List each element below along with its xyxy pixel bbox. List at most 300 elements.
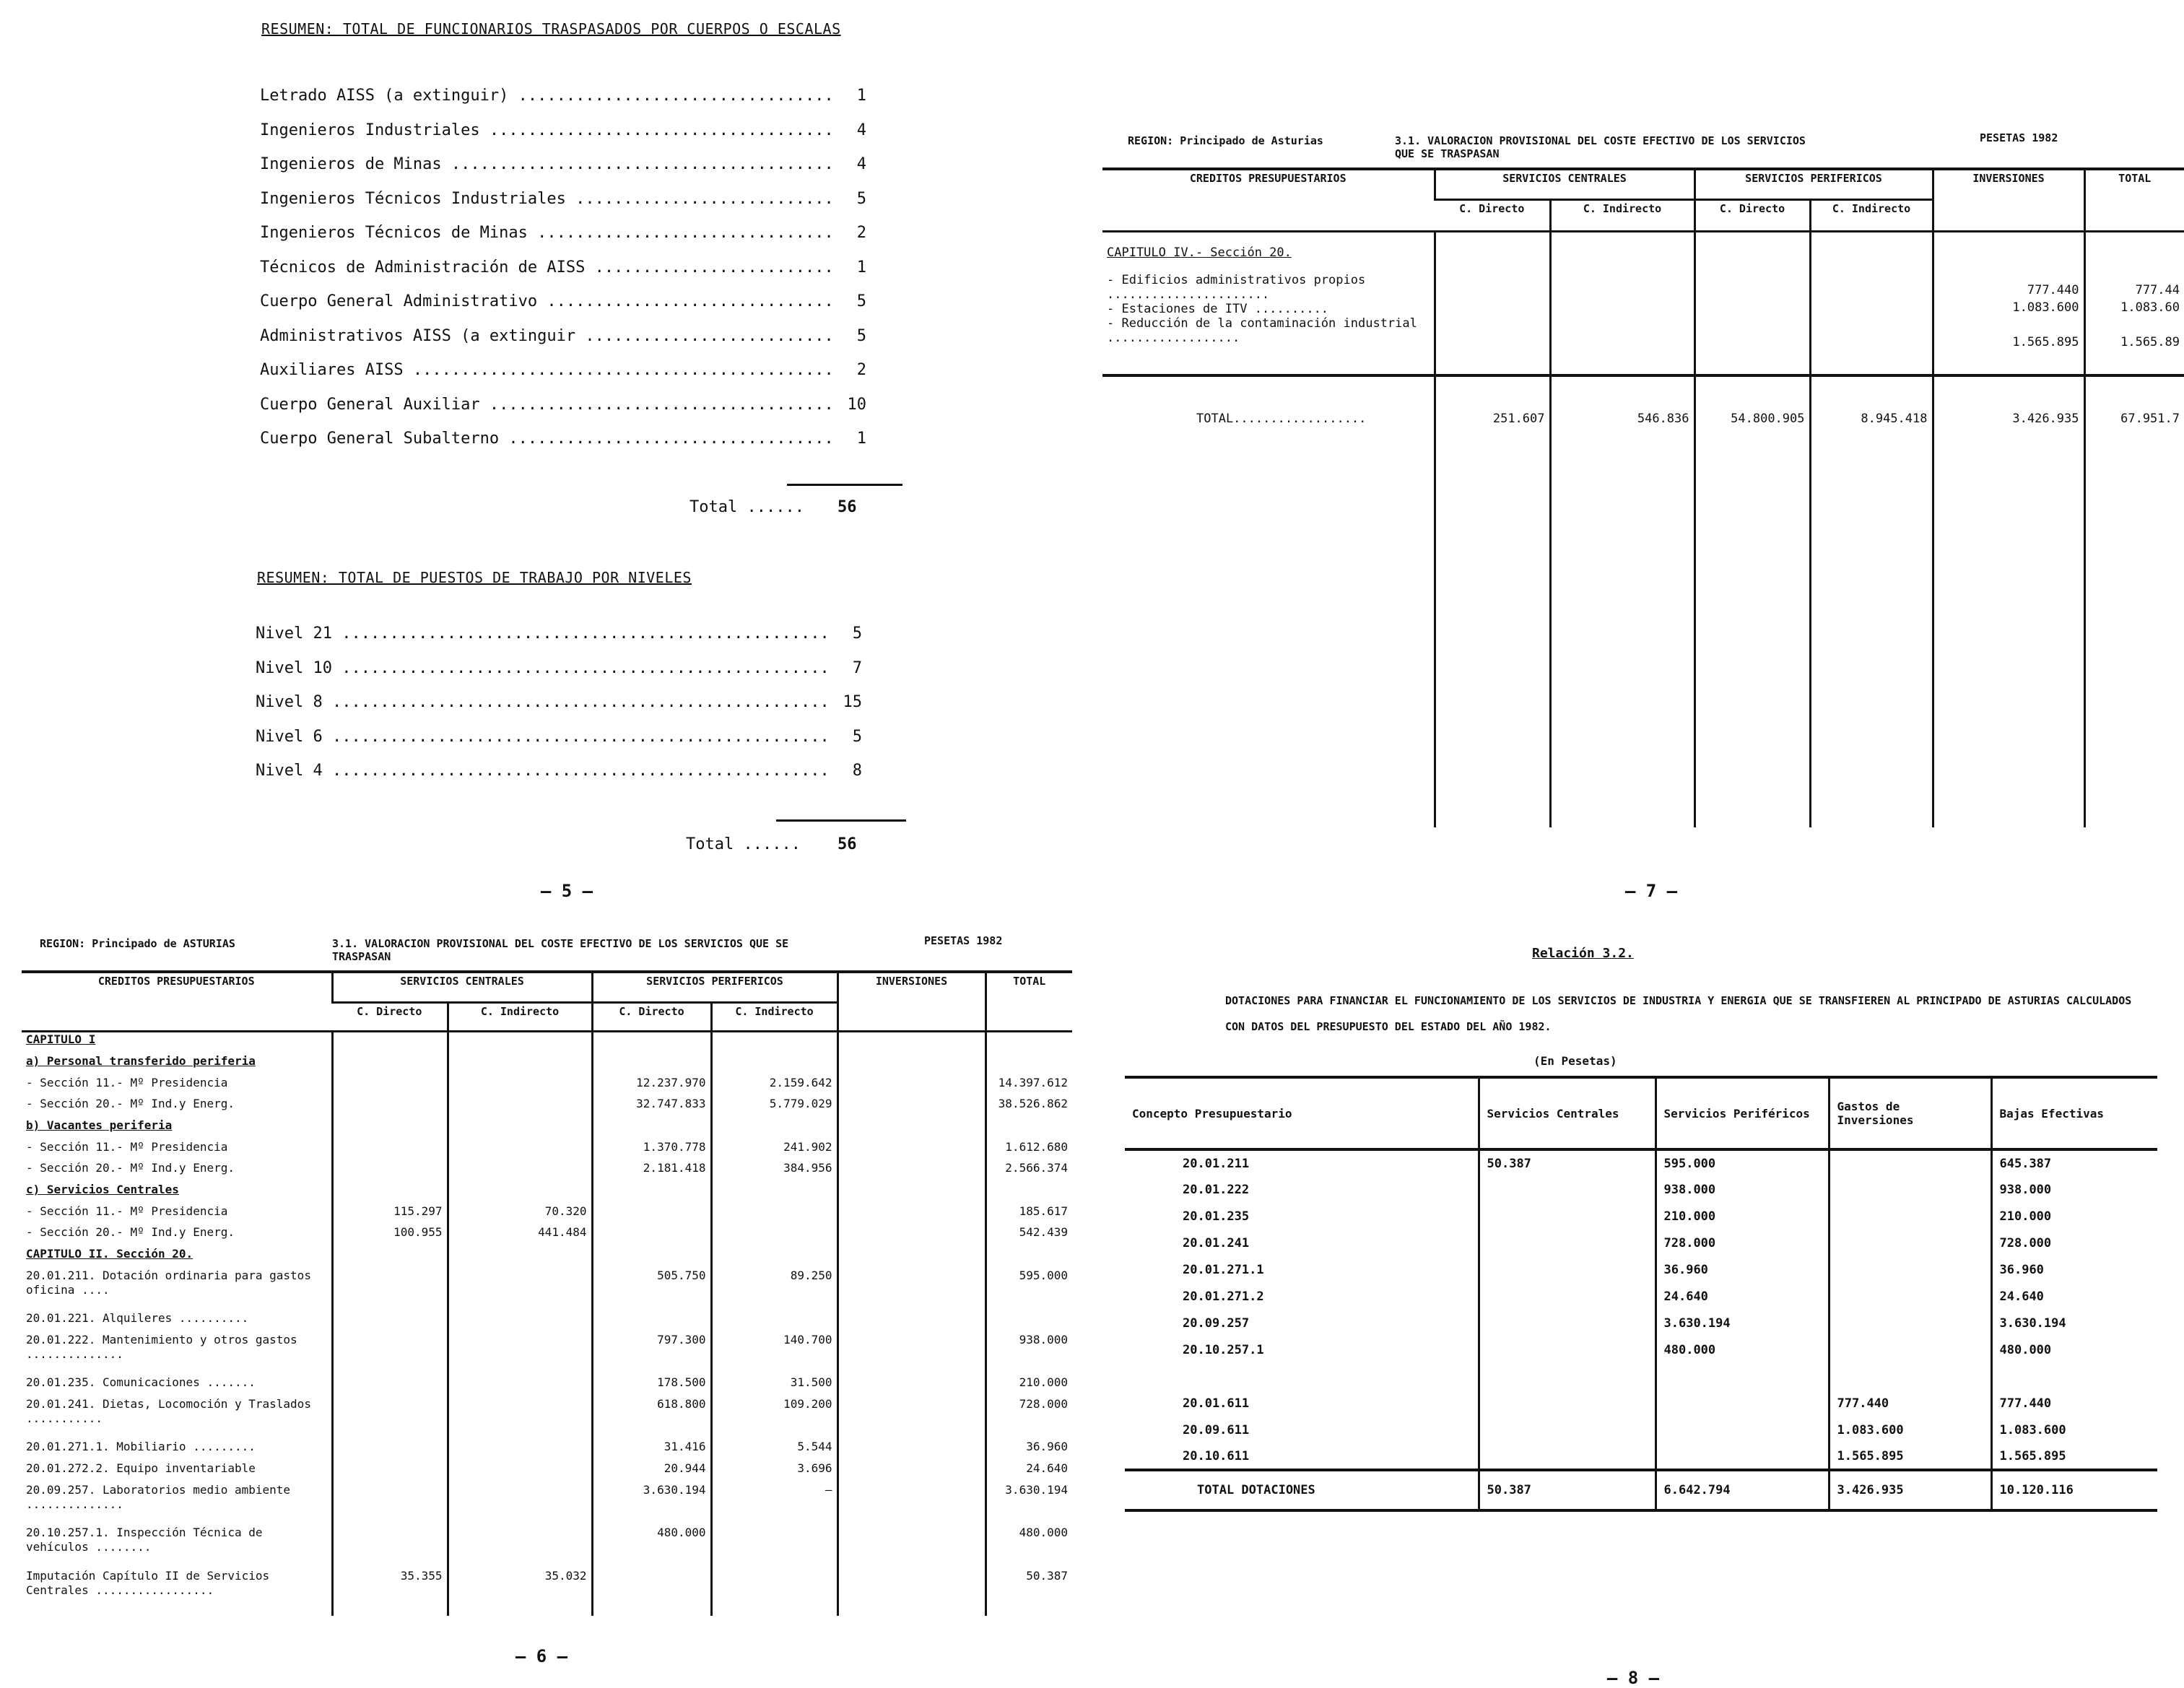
cell-be: 645.387 (1991, 1149, 2157, 1176)
col-inversiones: INVERSIONES (838, 973, 986, 1031)
cell-c (1125, 1363, 1479, 1390)
table-row (1125, 1417, 2157, 1443)
row-value-inv (838, 1269, 986, 1311)
row-value-inv (838, 1204, 986, 1226)
table-row (22, 1161, 1072, 1183)
page-6 (0, 924, 1092, 1685)
row-value-sccd: 115.297 (332, 1204, 448, 1226)
row-label: 20.01.222. Mantenimiento y otros gastos .............. (26, 1332, 297, 1361)
row-value-spcd (592, 1204, 711, 1226)
cell-sc: 50.387 (1479, 1149, 1656, 1176)
table-row (1125, 1443, 2157, 1470)
row-value-spci: 5.544 (711, 1440, 838, 1461)
row-value-spcd: 505.750 (592, 1269, 711, 1311)
col-creditos: CREDITOS PRESUPUESTARIOS (22, 973, 332, 1031)
row-label: 20.10.257.1. Inspección Técnica de vehículos ........ (26, 1526, 263, 1554)
staff-list (260, 87, 866, 462)
row-value-inv (838, 1225, 986, 1247)
cell-sp (1656, 1363, 1829, 1390)
cell-gi (1829, 1283, 1991, 1310)
cell-gi (1829, 1176, 1991, 1203)
total-sp: 6.642.794 (1656, 1470, 1829, 1510)
col-servicios-centrales: SERVICIOS CENTRALES (332, 973, 592, 1002)
total2-rule (776, 819, 906, 822)
row-value-spcd: 797.300 (592, 1333, 711, 1375)
row-value-spci (711, 1247, 838, 1269)
col-inversiones: INVERSIONES (1933, 170, 2084, 231)
row-label: CAPITULO II. Sección 20. (26, 1247, 193, 1261)
table-heading: 3.1. VALORACION PROVISIONAL DEL COSTE EFECTIVO DE LOS SERVICIOS QUE SE TRASPASAN (332, 937, 789, 963)
row-value-scci (448, 1140, 592, 1162)
table-row (22, 1375, 1072, 1397)
table-row (1125, 1336, 2157, 1363)
row-label: 20.09.257. Laboratorios medio ambiente .............. (26, 1482, 291, 1511)
relation-ref: Relación 3.2. (1532, 946, 1634, 961)
total-sc-directo: 251.607 (1435, 375, 1550, 827)
cell-be: 24.640 (1991, 1283, 2157, 1310)
total-sp-directo: 54.800.905 (1694, 375, 1810, 827)
row-value-sccd (332, 1269, 448, 1311)
row-value-tot: 24.640 (986, 1461, 1072, 1483)
table-row (22, 1247, 1072, 1269)
cell-sc (1479, 1417, 1656, 1443)
cell-be: 3.630.194 (1991, 1310, 2157, 1336)
row-value-sccd (332, 1333, 448, 1375)
cell-be: 938.000 (1991, 1176, 2157, 1203)
row-value-spcd (592, 1183, 711, 1204)
item-label: Técnicos de Administración de AISS ..... (260, 258, 830, 277)
column-header: Concepto Presupuestario (1125, 1077, 1479, 1149)
row-value-spcd: 178.500 (592, 1375, 711, 1397)
table-row (22, 1076, 1072, 1097)
row-value-spci: 384.956 (711, 1161, 838, 1183)
cell-sc (1479, 1363, 1656, 1390)
row-value-scci (448, 1526, 592, 1568)
row-value-spcd: 3.630.194 (592, 1483, 711, 1526)
row-value-sccd (332, 1097, 448, 1118)
col-servicios-perifericos: SERVICIOS PERIFERICOS (1694, 170, 1933, 199)
row-value-tot: 595.000 (986, 1269, 1072, 1311)
row-value-inv (838, 1311, 986, 1333)
row-value-inv (838, 1526, 986, 1568)
row-value-scci (448, 1375, 592, 1397)
row-value-inv (838, 1375, 986, 1397)
col-total: TOTAL (986, 973, 1072, 1031)
cell-sc (1479, 1390, 1656, 1417)
summary-title-staff: RESUMEN: TOTAL DE FUNCIONARIOS TRASPASADOS POR CUERPOS O ESCALAS (261, 20, 841, 38)
col-sp-directo: C. Directo (1694, 199, 1810, 231)
cell-sp: 595.000 (1656, 1149, 1829, 1176)
cell-sc (1479, 1336, 1656, 1363)
row-value-sccd (332, 1397, 448, 1440)
item-value: 1 (856, 87, 866, 105)
list-item (260, 327, 866, 345)
cell-c: 20.10.257.1 (1183, 1342, 1264, 1357)
table-row (22, 1183, 1072, 1204)
page-5 (0, 0, 1092, 924)
item-value: 10 (847, 395, 866, 414)
row-value-scci (448, 1311, 592, 1333)
row-value-spcd (592, 1054, 711, 1076)
col-sp-indirecto: C. Indirecto (711, 1002, 838, 1031)
row-value-sccd (332, 1375, 448, 1397)
cell-sp: 480.000 (1656, 1336, 1829, 1363)
total1-rule (787, 484, 902, 486)
col-creditos: CREDITOS PRESUPUESTARIOS (1102, 170, 1435, 231)
item-value: 5 (856, 189, 866, 208)
list-item (260, 190, 866, 208)
column-header: Bajas Efectivas (1991, 1077, 2157, 1149)
inv-estaciones: 1.083.600 (2012, 300, 2079, 315)
row-value-tot: 1.612.680 (986, 1140, 1072, 1162)
list-item (260, 155, 866, 173)
row-value-scci (448, 1161, 592, 1183)
cell-sc (1479, 1256, 1656, 1283)
row-value-spcd: 480.000 (592, 1526, 711, 1568)
row-value-tot: 36.960 (986, 1440, 1072, 1461)
row-label: CAPITULO I (26, 1032, 96, 1046)
list-item (256, 728, 862, 746)
region-label: REGION: Principado de ASTURIAS (40, 937, 235, 950)
table-filler (22, 1611, 1072, 1616)
cell-gi (1829, 1310, 1991, 1336)
row-value-inv (838, 1247, 986, 1269)
row-value-spcd (592, 1569, 711, 1611)
table-row (22, 1140, 1072, 1162)
row-label: - Sección 11.- Mº Presidencia (26, 1075, 228, 1089)
list-item (256, 659, 862, 677)
list-item (260, 396, 866, 414)
item-label: Nivel 10 ..... (256, 659, 826, 677)
cell-sp: 210.000 (1656, 1203, 1829, 1230)
row-value-scci (448, 1247, 592, 1269)
total-label: TOTAL.................. (1102, 375, 1435, 827)
tot-estaciones: 1.083.60 (2120, 300, 2180, 315)
row-value-inv (838, 1054, 986, 1076)
total-row (1125, 1470, 2157, 1510)
row-value-inv (838, 1140, 986, 1162)
row-value-inv (838, 1569, 986, 1611)
table-row (22, 1483, 1072, 1526)
table-row (22, 1397, 1072, 1440)
row-label: - Sección 20.- Mº Ind.y Energ. (26, 1225, 235, 1240)
total-sp-indirecto: 8.945.418 (1810, 375, 1933, 827)
col-servicios-centrales: SERVICIOS CENTRALES (1435, 170, 1694, 199)
total-total: 67.951.7 (2084, 375, 2184, 827)
year-label: PESETAS 1982 (924, 934, 1003, 947)
table-row (22, 1054, 1072, 1076)
cost-table-7 (1102, 170, 2184, 827)
cell-sc (1479, 1443, 1656, 1470)
cell-sp: 24.640 (1656, 1283, 1829, 1310)
row-label: 20.01.221. Alquileres .......... (26, 1311, 249, 1326)
row-value-spci: 2.159.642 (711, 1076, 838, 1097)
row-value-tot: 2.566.374 (986, 1161, 1072, 1183)
item-value: 7 (852, 658, 862, 677)
row-value-spcd: 618.800 (592, 1397, 711, 1440)
item-value: 2 (856, 224, 866, 242)
row-value-spcd: 32.747.833 (592, 1097, 711, 1118)
row-value-sccd (332, 1483, 448, 1526)
row-value-spcd (592, 1225, 711, 1247)
total-c: TOTAL DOTACIONES (1125, 1470, 1479, 1510)
item-label: Administrativos AISS (a extinguir ..... (260, 327, 830, 345)
row-label: - Sección 20.- Mº Ind.y Energ. (26, 1097, 235, 1111)
row-label: 20.01.271.1. Mobiliario ......... (26, 1440, 256, 1454)
table-row (1125, 1203, 2157, 1230)
table-row (22, 1118, 1072, 1140)
item-label: Cuerpo General Subalterno ..... (260, 430, 830, 448)
cell-be: 210.000 (1991, 1203, 2157, 1230)
item-value: 1 (856, 430, 866, 448)
col-total: TOTAL (2084, 170, 2184, 231)
cell-c: 20.01.611 (1183, 1396, 1250, 1411)
item-value: 4 (856, 155, 866, 173)
row-value-spcd (592, 1031, 711, 1054)
row-value-tot (986, 1118, 1072, 1140)
row-value-tot: 210.000 (986, 1375, 1072, 1397)
row-value-tot (986, 1054, 1072, 1076)
cell-sp (1656, 1443, 1829, 1470)
table-row (22, 1461, 1072, 1483)
cell-gi (1829, 1230, 1991, 1256)
tot-edificios: 777.44 (2135, 282, 2180, 297)
cell-c: 20.01.271.2 (1183, 1289, 1264, 1304)
row-value-tot (986, 1183, 1072, 1204)
item-label: Ingenieros Técnicos Industriales ..... (260, 190, 830, 208)
cell-sc (1479, 1310, 1656, 1336)
row-value-spci (711, 1118, 838, 1140)
row-value-spci (711, 1183, 838, 1204)
item-label: Auxiliares AISS ..... (260, 361, 830, 379)
cost-table-6 (22, 973, 1072, 1616)
row-value-sccd: 100.955 (332, 1225, 448, 1247)
column-header: Servicios Centrales (1479, 1077, 1656, 1149)
page-7 (1092, 0, 2184, 924)
cell-sp: 36.960 (1656, 1256, 1829, 1283)
row-value-spci: 241.902 (711, 1140, 838, 1162)
col-sc-directo: C. Directo (332, 1002, 448, 1031)
row-estaciones: - Estaciones de ITV .......... (1107, 301, 1329, 316)
row-value-sccd (332, 1440, 448, 1461)
row-value-tot: 728.000 (986, 1397, 1072, 1440)
table-row (1125, 1256, 2157, 1283)
list-item (260, 224, 866, 242)
row-label: - Sección 11.- Mº Presidencia (26, 1139, 228, 1154)
row-value-scci (448, 1097, 592, 1118)
column-header: Gastos de Inversiones (1829, 1077, 1991, 1149)
table-heading: 3.1. VALORACION PROVISIONAL DEL COSTE EFECTIVO DE LOS SERVICIOS QUE SE TRASPASAN (1395, 134, 1806, 160)
row-value-inv (838, 1118, 986, 1140)
cell-be: 36.960 (1991, 1256, 2157, 1283)
cell-sc (1479, 1283, 1656, 1310)
row-value-scci (448, 1397, 592, 1440)
table-row (1125, 1363, 2157, 1390)
cell-gi: 777.440 (1829, 1390, 1991, 1417)
item-value: 8 (852, 762, 862, 780)
cell-be: 480.000 (1991, 1336, 2157, 1363)
row-value-scci (448, 1054, 592, 1076)
row-value-spci (711, 1031, 838, 1054)
col-sc-indirecto: C. Indirecto (448, 1002, 592, 1031)
row-label: 20.01.235. Comunicaciones ....... (26, 1375, 256, 1390)
total-sc: 50.387 (1479, 1470, 1656, 1510)
table-row (1125, 1230, 2157, 1256)
row-value-scci (448, 1076, 592, 1097)
row-value-inv (838, 1076, 986, 1097)
cell-gi (1829, 1149, 1991, 1176)
cell-be: 1.565.895 (1991, 1443, 2157, 1470)
row-value-sccd (332, 1140, 448, 1162)
row-label: a) Personal transferido periferia (26, 1053, 256, 1068)
cell-be: 777.440 (1991, 1390, 2157, 1417)
row-value-inv (838, 1461, 986, 1483)
row-value-spci (711, 1569, 838, 1611)
item-value: 5 (852, 625, 862, 643)
cell-sp: 938.000 (1656, 1176, 1829, 1203)
table-row (22, 1333, 1072, 1375)
row-value-scci: 35.032 (448, 1569, 592, 1611)
item-label: Cuerpo General Auxiliar ..... (260, 396, 830, 414)
summary-title-levels: RESUMEN: TOTAL DE PUESTOS DE TRABAJO POR NIVELES (257, 569, 692, 586)
cell-gi: 1.083.600 (1829, 1417, 1991, 1443)
row-value-inv (838, 1161, 986, 1183)
row-value-inv (838, 1097, 986, 1118)
cell-gi (1829, 1256, 1991, 1283)
total1-value: 56 (838, 498, 857, 516)
cell-c: 20.01.235 (1183, 1209, 1250, 1224)
table-row (1125, 1149, 2157, 1176)
cell-sp (1656, 1417, 1829, 1443)
table-row (22, 1031, 1072, 1054)
row-value-scci (448, 1183, 592, 1204)
row-value-spci: 31.500 (711, 1375, 838, 1397)
item-label: Nivel 8 ..... (256, 693, 826, 711)
unit-label: (En Pesetas) (1533, 1054, 1617, 1068)
row-label: - Sección 20.- Mº Ind.y Energ. (26, 1161, 235, 1175)
page-number: — 5 — (540, 881, 593, 901)
cell-c: 20.01.222 (1183, 1182, 1250, 1197)
row-value-scci: 441.484 (448, 1225, 592, 1247)
item-label: Ingenieros Técnicos de Minas ..... (260, 224, 830, 242)
row-value-scci (448, 1440, 592, 1461)
item-value: 1 (856, 258, 866, 277)
row-label: b) Vacantes periferia (26, 1118, 173, 1132)
total-inversiones: 3.426.935 (1933, 375, 2084, 827)
col-sc-indirecto: C. Indirecto (1550, 199, 1694, 231)
cell-gi (1829, 1363, 1991, 1390)
row-value-spci (711, 1311, 838, 1333)
row-value-spci (711, 1526, 838, 1568)
table-row (22, 1526, 1072, 1568)
row-value-spcd: 31.416 (592, 1440, 711, 1461)
cell-be (1991, 1363, 2157, 1390)
inv-edificios: 777.440 (2027, 282, 2079, 297)
list-item (260, 87, 866, 105)
cell-be: 728.000 (1991, 1230, 2157, 1256)
row-value-sccd (332, 1183, 448, 1204)
page-number: — 7 — (1624, 881, 1678, 901)
row-label: 20.01.211. Dotación ordinaria para gastos oficina .... (26, 1268, 311, 1297)
row-value-spci: 89.250 (711, 1269, 838, 1311)
list-item (260, 121, 866, 139)
row-value-tot: 542.439 (986, 1225, 1072, 1247)
total-gi: 3.426.935 (1829, 1470, 1991, 1510)
row-value-sccd (332, 1076, 448, 1097)
row-value-sccd (332, 1247, 448, 1269)
row-value-spci (711, 1054, 838, 1076)
row-value-spcd (592, 1311, 711, 1333)
row-value-sccd (332, 1161, 448, 1183)
row-value-scci (448, 1483, 592, 1526)
table-row (22, 1440, 1072, 1461)
row-value-scci (448, 1333, 592, 1375)
total-be: 10.120.116 (1991, 1470, 2157, 1510)
row-value-spci: 140.700 (711, 1333, 838, 1375)
row-value-inv (838, 1440, 986, 1461)
row-label: c) Servicios Centrales (26, 1183, 179, 1197)
row-value-inv (838, 1183, 986, 1204)
row-value-spci: — (711, 1483, 838, 1526)
page-number: — 8 — (1606, 1668, 1660, 1688)
row-value-spcd (592, 1247, 711, 1269)
row-value-inv (838, 1031, 986, 1054)
list-item (260, 430, 866, 448)
chapter-heading: CAPITULO IV.- Sección 20. (1107, 245, 1292, 260)
row-value-tot (986, 1311, 1072, 1333)
table-row (1125, 1390, 2157, 1417)
total1-label: Total ...... (689, 498, 804, 516)
row-label: - Sección 11.- Mº Presidencia (26, 1204, 228, 1218)
table-row (1125, 1310, 2157, 1336)
list-item (256, 693, 862, 711)
row-value-tot (986, 1247, 1072, 1269)
item-label: Cuerpo General Administrativo ..... (260, 292, 830, 310)
row-value-inv (838, 1333, 986, 1375)
column-header: Servicios Periféricos (1656, 1077, 1829, 1149)
item-value: 15 (843, 693, 862, 711)
row-value-tot: 185.617 (986, 1204, 1072, 1226)
region-label: REGION: Principado de Asturias (1128, 134, 1323, 147)
list-item (260, 292, 866, 310)
row-value-spcd: 1.370.778 (592, 1140, 711, 1162)
row-value-spcd: 20.944 (592, 1461, 711, 1483)
tot-reduccion: 1.565.89 (2120, 334, 2180, 349)
cell-gi: 1.565.895 (1829, 1443, 1991, 1470)
cell-gi (1829, 1336, 1991, 1363)
cell-sp (1656, 1390, 1829, 1417)
total2-value: 56 (838, 835, 857, 853)
list-item (256, 625, 862, 643)
row-label: 20.01.241. Dietas, Locomoción y Traslados ........... (26, 1396, 311, 1425)
cell-c: 20.10.611 (1183, 1448, 1250, 1463)
row-value-tot: 14.397.612 (986, 1076, 1072, 1097)
cell-c: 20.09.611 (1183, 1422, 1250, 1437)
row-value-tot: 938.000 (986, 1333, 1072, 1375)
list-item (260, 361, 866, 379)
row-value-tot (986, 1031, 1072, 1054)
item-value: 4 (856, 121, 866, 139)
col-servicios-perifericos: SERVICIOS PERIFERICOS (592, 973, 838, 1002)
row-value-sccd (332, 1311, 448, 1333)
row-label: 20.01.272.2. Equipo inventariable (26, 1461, 256, 1476)
row-value-tot: 3.630.194 (986, 1483, 1072, 1526)
table-row (22, 1097, 1072, 1118)
item-label: Nivel 21 ..... (256, 625, 826, 643)
cell-be: 1.083.600 (1991, 1417, 2157, 1443)
row-value-spci (711, 1204, 838, 1226)
item-label: Ingenieros de Minas ..... (260, 155, 830, 173)
